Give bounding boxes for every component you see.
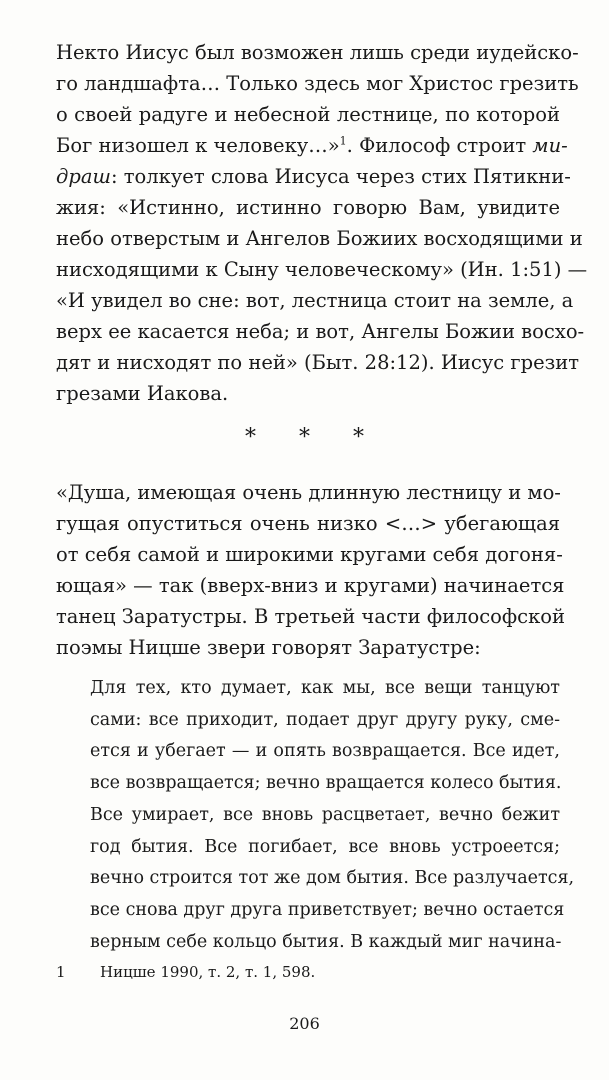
- text-fragment: : толкует слова Иисуса через стих Пятикни-: [110, 165, 571, 188]
- quote-line: верным себе кольцо бытия. В каждый миг начина-: [90, 931, 562, 952]
- quote-line: ется и убегает — и опять возвращается. Все идет,: [90, 741, 560, 762]
- quote-line: все снова друг друга приветствует; вечно остается: [90, 899, 565, 920]
- footnote-text: Ницше 1990, т. 2, т. 1, 598.: [100, 963, 316, 981]
- text-line: небо отверстым и Ангелов Божиих восходящими и: [56, 227, 583, 250]
- text-line: «И увидел во сне: вот, лестница стоит на земле, а: [56, 289, 574, 312]
- italic-term: драш: [56, 165, 111, 188]
- footnote-reference: 1: [339, 134, 347, 148]
- text-line: верх ее касается неба; и вот, Ангелы Божии восхо-: [56, 320, 585, 343]
- text-line: [56, 130, 568, 161]
- footnote-number: 1: [56, 963, 66, 981]
- asterisk: *: [353, 425, 364, 450]
- text-line: гущая опуститься очень низко <…> убегающая: [56, 512, 560, 535]
- text-line: о своей радуге и небесной лестнице, по которой: [56, 103, 560, 126]
- paragraph-zarathustra: [56, 477, 565, 663]
- quote-line: все возвращается; вечно вращается колесо бытия.: [90, 773, 562, 794]
- text-line: грезами Иакова.: [56, 382, 229, 405]
- text-line: поэмы Ницше звери говорят Заратустре:: [56, 636, 481, 659]
- paragraph-jesus-ladder: [56, 37, 588, 409]
- text-line: от себя самой и широкими кругами себя догоня-: [56, 543, 563, 566]
- quote-line: год бытия. Все погибает, все вновь устроеется;: [90, 836, 560, 857]
- quote-line: сами: все приходит, подает друг другу руку, сме-: [90, 709, 560, 730]
- page-number: 206: [289, 1014, 320, 1033]
- section-separator: [0, 425, 609, 450]
- text-line: нисходящими к Сыну человеческому» (Ин. 1:51) —: [56, 258, 588, 281]
- quote-line: Для тех, кто думает, как мы, все вещи танцуют: [90, 678, 560, 698]
- text-fragment: Бог низошел к человеку…»: [56, 134, 340, 157]
- quote-line: Все умирает, все вновь расцветает, вечно бежит: [90, 804, 560, 825]
- text-line: «Душа, имеющая очень длинную лестницу и мо-: [56, 481, 561, 504]
- footnote: [56, 962, 560, 982]
- quote-line: вечно строится тот же дом бытия. Все разлучается,: [90, 868, 575, 889]
- text-line: го ландшафта… Только здесь мог Христос грезить: [56, 72, 579, 95]
- text-line: танец Заратустры. В третьей части философской: [56, 605, 565, 628]
- asterisk: *: [299, 425, 310, 450]
- italic-term: ми-: [532, 134, 568, 157]
- text-line: [56, 161, 571, 192]
- text-line: ющая» — так (вверх-вниз и кругами) начинается: [56, 574, 565, 597]
- text-line: жия: «Истинно, истинно говорю Вам, увидите: [56, 196, 560, 219]
- block-quote: [90, 673, 575, 958]
- text-line: дят и нисходят по ней» (Быт. 28:12). Иисус грезит: [56, 351, 580, 374]
- text-fragment: . Философ строит: [346, 134, 533, 157]
- asterisk: *: [245, 425, 256, 450]
- text-line: Некто Иисус был возможен лишь среди иудейско-: [56, 41, 579, 64]
